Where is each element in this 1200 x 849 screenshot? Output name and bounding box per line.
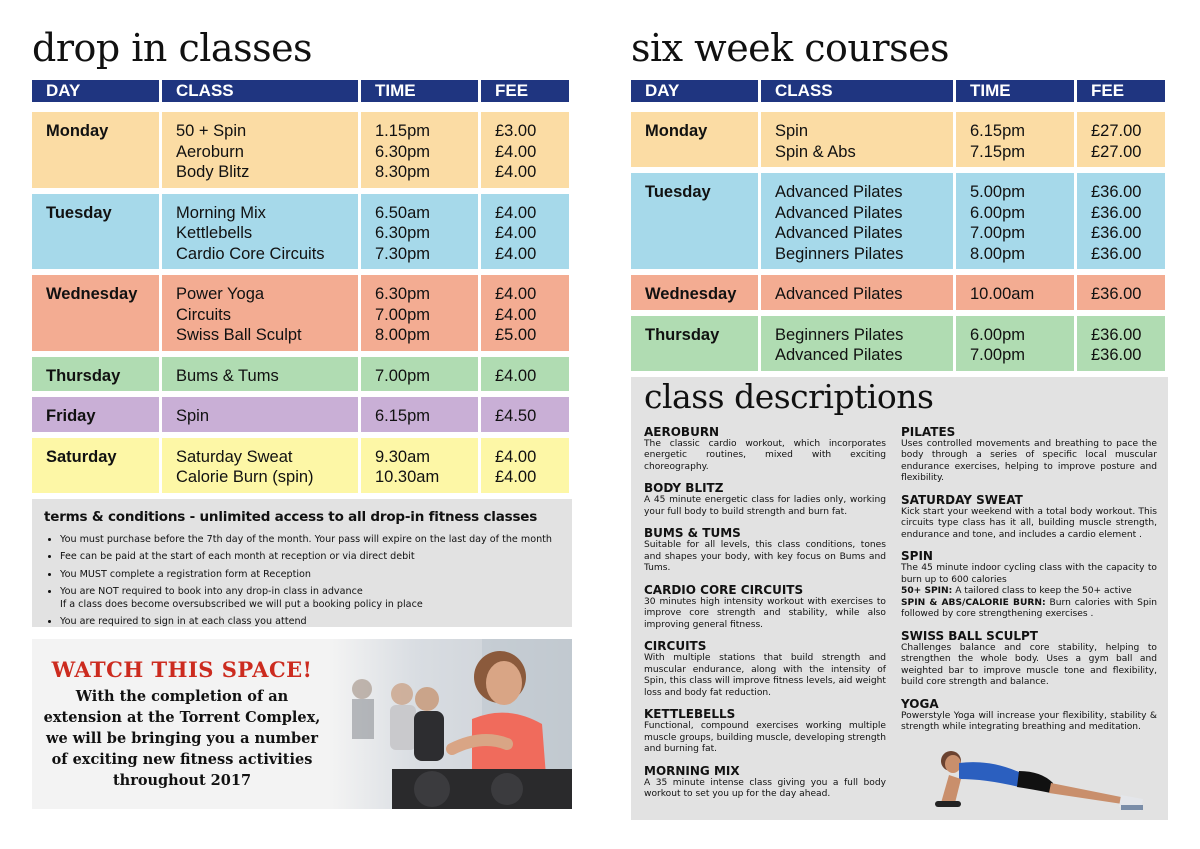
fee-cell	[481, 397, 569, 432]
description-item	[644, 526, 886, 575]
description-item	[644, 639, 886, 699]
terms-title: terms & conditions - unlimited access to all drop-in fitness classes	[44, 508, 538, 525]
descriptions-title: class descriptions	[644, 376, 934, 416]
class-cell-line: Power Yoga	[176, 285, 265, 303]
time-cell-line: 7.00pm	[970, 346, 1026, 364]
description-text: Uses controlled movements and breathing to pace the body through a series of specific local muscular endurance exercises, helping to improve posture and flexibility.	[901, 438, 1157, 483]
six-week-title: six week courses	[631, 26, 950, 70]
time-cell-line: 6.50am	[375, 203, 431, 222]
class-cell	[761, 112, 953, 167]
fee-cell-line: £36.00	[1091, 325, 1142, 344]
time-cell-line: 8.00pm	[375, 326, 431, 344]
class-cell-line: Beginners Pilates	[775, 325, 904, 344]
description-item	[644, 583, 886, 632]
terms-item-line: • You must purchase before the 7th day of the month. Your pass will expire on the last day of the month	[60, 533, 553, 545]
fee-cell	[1077, 173, 1165, 269]
description-text: Suitable for all levels, this class conditions, tones and shapes your body, with key focus on Bums and Tums.	[644, 540, 886, 573]
description-heading: PILATES	[901, 424, 956, 439]
time-cell-line: 6.30pm	[375, 142, 431, 161]
class-cell-line: 50 + Spin	[176, 122, 247, 140]
table-row-saturday	[32, 438, 572, 493]
description-heading: SPIN	[901, 549, 933, 563]
promo-line: throughout 2017	[112, 771, 252, 789]
time-cell-line: 1.15pm	[375, 122, 431, 140]
class-cell	[162, 275, 358, 351]
time-cell	[361, 275, 478, 351]
promo-body	[32, 686, 332, 791]
description-item	[901, 549, 1157, 621]
class-cell-line: Swiss Ball Sculpt	[176, 326, 302, 344]
time-cell-line: 6.30pm	[375, 285, 431, 303]
terms-item-line: • You MUST complete a registration form at Reception	[60, 568, 311, 580]
promo-panel	[32, 639, 572, 809]
time-cell-line: 7.00pm	[375, 366, 431, 385]
day-cell: Monday	[32, 112, 159, 188]
fee-cell	[1077, 316, 1165, 371]
class-cell-line: Advanced Pilates	[775, 183, 903, 201]
fee-cell-line: £36.00	[1091, 285, 1142, 303]
fee-cell	[481, 112, 569, 188]
class-cell-line: Morning Mix	[176, 203, 266, 222]
description-heading: YOGA	[901, 696, 939, 711]
terms-item	[60, 586, 560, 611]
promo-heading: WATCH THIS SPACE!	[51, 656, 313, 682]
fee-cell-line: £3.00	[495, 122, 537, 140]
descriptions-right-column	[901, 425, 1157, 742]
time-cell-line: 7.00pm	[375, 305, 431, 324]
time-cell-line: 8.00pm	[970, 244, 1026, 263]
class-cell	[162, 438, 358, 493]
terms-item	[60, 616, 560, 629]
description-heading: CARDIO CORE CIRCUITS	[644, 582, 804, 597]
fee-cell-line: £4.00	[495, 468, 537, 486]
drop-in-page	[32, 0, 572, 809]
description-extra-text: A tailored class to keep the 50+ active	[952, 586, 1132, 596]
fee-cell-line: £4.00	[495, 142, 537, 161]
header-fee: FEE	[481, 80, 569, 102]
header-class: CLASS	[162, 80, 358, 102]
description-text: The 45 minute indoor cycling class with the capacity to burn up to 600 calories	[901, 563, 1157, 585]
terms-item	[60, 569, 560, 582]
six-week-table-header	[631, 80, 1168, 102]
time-cell-line: 8.30pm	[375, 163, 431, 181]
table-row-thursday	[631, 316, 1168, 371]
description-heading: BODY BLITZ	[644, 481, 724, 495]
class-cell-line: Beginners Pilates	[775, 244, 904, 263]
class-cell	[761, 173, 953, 269]
time-cell-line: 10.00am	[970, 285, 1035, 303]
time-cell-line: 5.00pm	[970, 183, 1026, 201]
class-cell-line: Body Blitz	[176, 163, 250, 181]
header-day: DAY	[32, 80, 159, 102]
fee-cell-line: £4.00	[495, 163, 537, 181]
terms-list	[44, 534, 560, 629]
description-text: A 45 minute energetic class for ladies only, working your full body to build strength and burn fat.	[644, 495, 886, 517]
description-item	[644, 764, 886, 801]
spin-class-photo	[332, 639, 572, 809]
time-cell-line: 6.15pm	[375, 407, 431, 425]
fee-cell-line: £4.00	[495, 224, 537, 242]
time-cell	[361, 357, 478, 392]
plank-exercise-photo	[931, 745, 1146, 815]
description-extra-label: 50+ SPIN:	[901, 586, 953, 596]
terms-item-line: If a class does become oversubscribed we will put a booking policy in place	[60, 598, 423, 610]
class-cell-line: Spin	[775, 122, 809, 140]
description-text: Functional, compound exercises working multiple muscle groups, building muscle, developing strength and burning fat.	[644, 721, 886, 754]
class-cell-line: Cardio Core Circuits	[176, 244, 325, 263]
header-time: TIME	[361, 80, 478, 102]
terms-item-line: • You are required to sign in at each class you attend	[60, 616, 307, 627]
day-cell: Wednesday	[631, 275, 758, 310]
class-cell-line: Advanced Pilates	[775, 285, 903, 303]
class-cell	[162, 357, 358, 392]
description-text: Challenges balance and core stability, helping to strengthen the whole body. Uses a gym ball and weighted bar to improve muscle tone and flexibility, build core strength and balance.	[901, 642, 1157, 687]
class-cell-line: Saturday Sweat	[176, 447, 293, 466]
six-week-table-body	[631, 112, 1168, 371]
table-row-wednesday	[631, 275, 1168, 310]
header-fee: FEE	[1077, 80, 1165, 102]
drop-in-table-header	[32, 80, 572, 102]
class-cell-line: Advanced Pilates	[775, 346, 903, 364]
fee-cell-line: £36.00	[1091, 346, 1142, 364]
header-day: DAY	[631, 80, 758, 102]
fee-cell-line: £27.00	[1091, 122, 1142, 140]
class-cell	[761, 275, 953, 310]
class-cell-line: Advanced Pilates	[775, 224, 903, 242]
fee-cell-line: £36.00	[1091, 183, 1142, 201]
fee-cell-line: £36.00	[1091, 224, 1142, 242]
fee-cell-line: £4.00	[495, 305, 537, 324]
time-cell	[361, 194, 478, 270]
fee-cell	[1077, 275, 1165, 310]
description-heading: BUMS & TUMS	[644, 526, 741, 540]
description-text: Kick start your weekend with a total body workout. This circuits type class has it all, building muscle strength, endurance and tone, and includes a cardio element .	[901, 506, 1157, 540]
day-cell: Wednesday	[32, 275, 159, 351]
descriptions-left-column	[644, 425, 886, 809]
terms-item-line: • Fee can be paid at the start of each month at reception or via direct debit	[60, 551, 415, 562]
description-heading: SATURDAY SWEAT	[901, 492, 1023, 507]
time-cell-line: 7.00pm	[970, 224, 1026, 242]
fee-cell	[481, 194, 569, 270]
day-cell: Monday	[631, 112, 758, 167]
time-cell	[956, 112, 1074, 167]
class-cell-line: Spin	[176, 407, 210, 425]
time-cell-line: 10.30am	[375, 468, 440, 486]
fee-cell-line: £4.00	[495, 203, 537, 222]
class-cell-line: Calorie Burn (spin)	[176, 468, 314, 486]
fee-cell	[481, 438, 569, 493]
day-cell: Tuesday	[631, 173, 758, 269]
time-cell-line: 6.00pm	[970, 325, 1026, 344]
time-cell-line: 7.15pm	[970, 142, 1026, 161]
description-item	[901, 697, 1157, 734]
description-text: The classic cardio workout, which incorporates energetic routines, mixed with exciting choreography.	[644, 438, 886, 472]
table-row-monday	[32, 112, 572, 188]
description-heading: CIRCUITS	[644, 639, 707, 653]
promo-line: With the completion of an	[75, 687, 289, 705]
class-cell-line: Circuits	[176, 305, 232, 324]
time-cell	[361, 112, 478, 188]
header-time: TIME	[956, 80, 1074, 102]
time-cell-line: 9.30am	[375, 447, 431, 466]
day-cell: Thursday	[32, 357, 159, 392]
promo-line: we will be bringing you a number	[46, 729, 318, 747]
terms-item	[60, 534, 560, 547]
fee-cell-line: £36.00	[1091, 244, 1142, 263]
time-cell-line: 6.30pm	[375, 224, 431, 242]
description-heading: MORNING MIX	[644, 763, 740, 778]
day-cell: Tuesday	[32, 194, 159, 270]
description-item	[901, 425, 1157, 485]
table-row-friday	[32, 397, 572, 432]
fee-cell-line: £5.00	[495, 326, 537, 344]
time-cell	[361, 438, 478, 493]
description-text: With multiple stations that build strength and muscular endurance, along with the intensity of Spin, this class will improve fitness levels, aid weight loss and body fat reduction.	[644, 653, 886, 698]
table-row-monday	[631, 112, 1168, 167]
description-heading: AEROBURN	[644, 424, 720, 439]
terms-panel	[32, 499, 572, 627]
fee-cell	[481, 357, 569, 392]
class-cell	[162, 194, 358, 270]
drop-in-table-body	[32, 112, 572, 493]
description-heading: SWISS BALL SCULPT	[901, 628, 1038, 643]
description-extra	[901, 598, 1157, 621]
description-extra	[901, 586, 1157, 598]
fee-cell-line: £4.00	[495, 285, 537, 303]
time-cell	[361, 397, 478, 432]
class-descriptions-panel	[631, 377, 1168, 820]
fee-cell	[481, 275, 569, 351]
description-item	[644, 425, 886, 474]
time-cell	[956, 173, 1074, 269]
fee-cell-line: £4.00	[495, 447, 537, 466]
class-cell	[162, 397, 358, 432]
description-extra-label: SPIN & ABS/CALORIE BURN:	[901, 597, 1046, 608]
description-text: Powerstyle Yoga will increase your flexibility, stability & strength while integrating breathing and meditation.	[901, 710, 1157, 732]
table-row-tuesday	[631, 173, 1168, 269]
drop-in-title: drop in classes	[32, 26, 313, 70]
description-item	[644, 707, 886, 756]
fee-cell-line: £4.00	[495, 366, 537, 385]
fee-cell-line: £4.00	[495, 244, 537, 263]
class-cell	[761, 316, 953, 371]
time-cell	[956, 275, 1074, 310]
description-extra-text: Burn calories with Spin followed by core strengthening exercises .	[901, 597, 1158, 619]
fee-cell-line: £4.50	[495, 407, 537, 425]
class-cell-line: Advanced Pilates	[775, 203, 903, 222]
terms-item-line: • You are NOT required to book into any drop-in class in advance	[60, 586, 363, 597]
promo-text	[32, 657, 332, 791]
table-row-thursday	[32, 357, 572, 392]
description-item	[644, 481, 886, 518]
class-cell-line: Spin & Abs	[775, 142, 856, 161]
description-heading: KETTLEBELLS	[644, 707, 736, 721]
time-cell-line: 6.00pm	[970, 203, 1026, 222]
fee-cell-line: £36.00	[1091, 203, 1142, 222]
time-cell	[956, 316, 1074, 371]
description-item	[901, 629, 1157, 689]
promo-line: extension at the Torrent Complex,	[43, 708, 321, 726]
description-item	[901, 493, 1157, 542]
terms-item	[60, 551, 560, 564]
fee-cell-line: £27.00	[1091, 142, 1142, 161]
time-cell-line: 7.30pm	[375, 244, 431, 263]
day-cell: Friday	[32, 397, 159, 432]
table-row-tuesday	[32, 194, 572, 270]
time-cell-line: 6.15pm	[970, 122, 1026, 140]
table-row-wednesday	[32, 275, 572, 351]
description-text: 30 minutes high intensity workout with exercises to improve core strength and stability, while also improving general fitness.	[644, 596, 886, 630]
day-cell: Saturday	[32, 438, 159, 493]
class-cell-line: Bums & Tums	[176, 366, 279, 385]
class-cell-line: Aeroburn	[176, 142, 244, 161]
header-class: CLASS	[761, 80, 953, 102]
class-cell	[162, 112, 358, 188]
class-cell-line: Kettlebells	[176, 224, 253, 242]
promo-line: of exciting new fitness activities	[51, 750, 313, 768]
description-text: A 35 minute intense class giving you a full body workout to set you up for the day ahead.	[644, 777, 886, 799]
six-week-page	[631, 0, 1168, 820]
day-cell: Thursday	[631, 316, 758, 371]
fee-cell	[1077, 112, 1165, 167]
